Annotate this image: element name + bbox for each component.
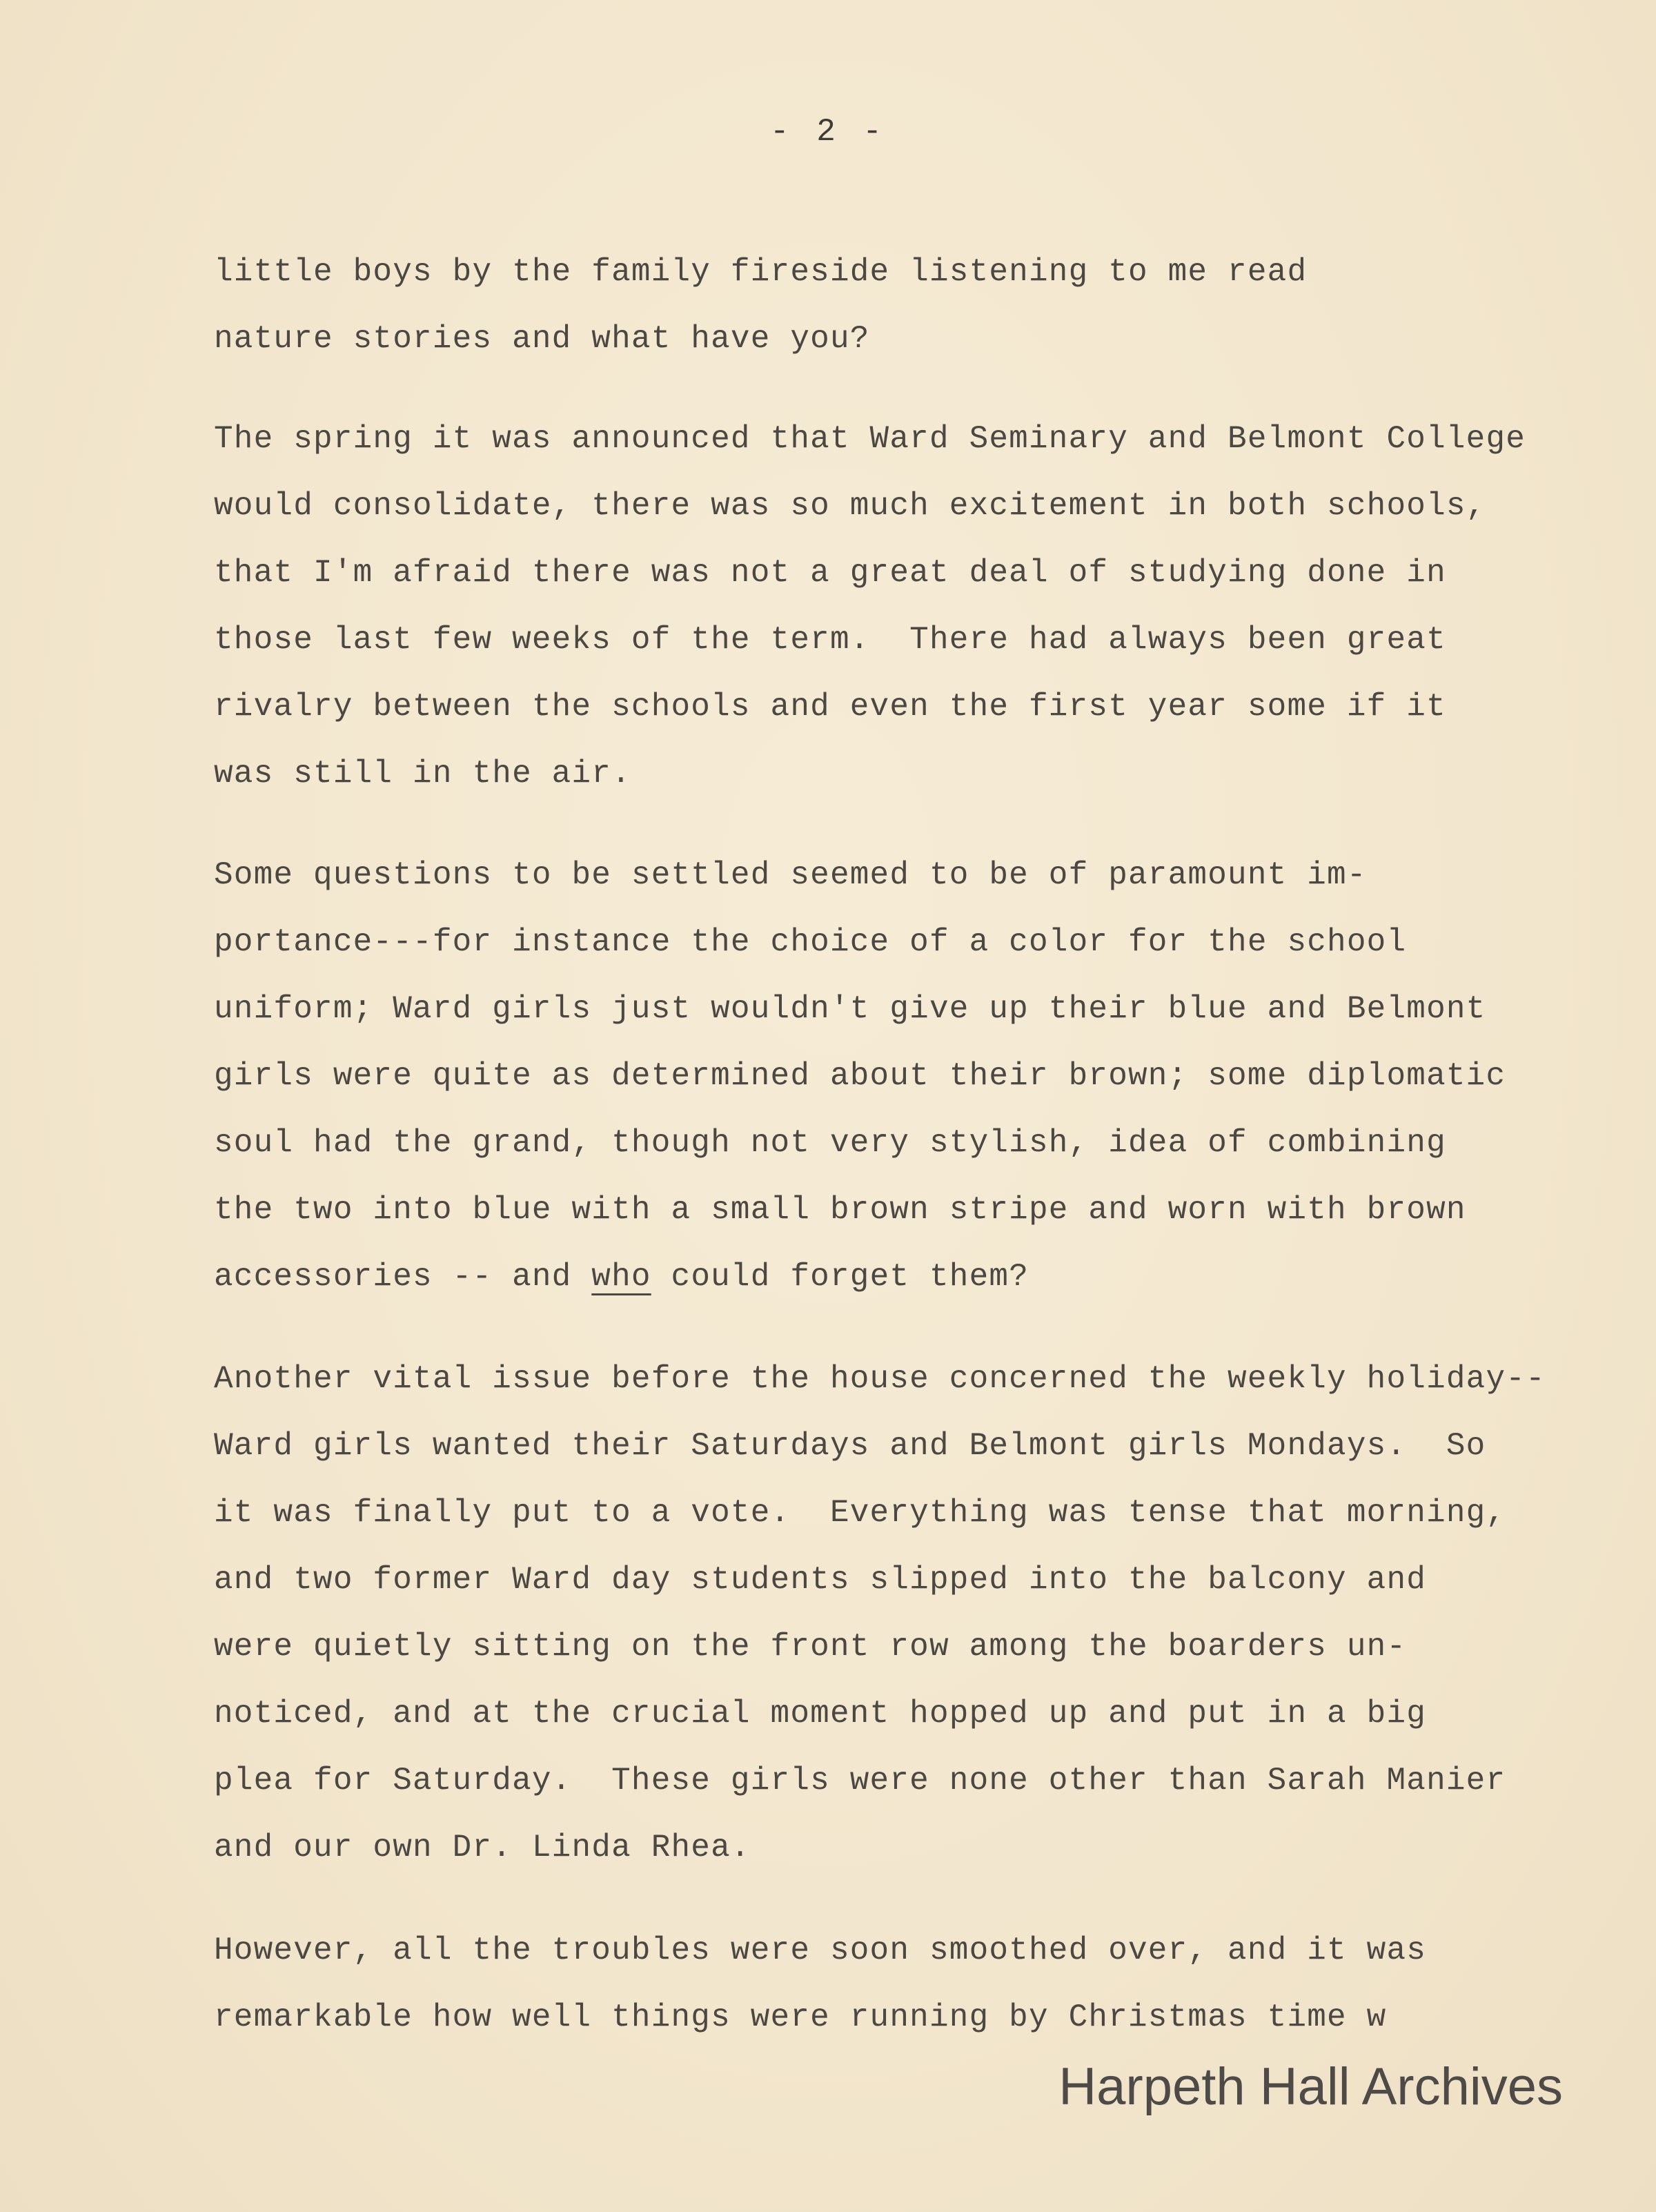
text-line: Ward girls wanted their Saturdays and Belmont girls Mondays. So: [214, 1428, 1486, 1464]
paragraph-1: [214, 239, 1566, 373]
text-line: those last few weeks of the term. There had always been great: [214, 622, 1446, 658]
text-line: and our own Dr. Linda Rhea.: [214, 1830, 751, 1866]
text-line: would consolidate, there was so much excitement in both schools,: [214, 488, 1486, 524]
paragraph-3: [214, 842, 1566, 1311]
text-line: portance---for instance the choice of a color for the school: [214, 924, 1407, 960]
text-line: uniform; Ward girls just wouldn't give up their blue and Belmont: [214, 991, 1486, 1027]
text-line: girls were quite as determined about their brown; some diplomatic: [214, 1058, 1506, 1094]
paragraph-4: [214, 1346, 1566, 1881]
text-line: The spring it was announced that Ward Seminary and Belmont College: [214, 421, 1526, 457]
text-line: nature stories and what have you?: [214, 321, 870, 357]
text-line: Another vital issue before the house concerned the weekly holiday--: [214, 1361, 1546, 1397]
text-line: Some questions to be settled seemed to be of paramount im-: [214, 857, 1367, 893]
text-line: it was finally put to a vote. Everything was tense that morning,: [214, 1495, 1506, 1531]
text-line: remarkable how well things were running by Christmas time w: [214, 1999, 1387, 2035]
text-line: plea for Saturday. These girls were none other than Sarah Manier: [214, 1763, 1506, 1799]
text-line: was still in the air.: [214, 756, 631, 792]
text-segment: could forget them?: [651, 1259, 1029, 1295]
text-line: that I'm afraid there was not a great deal of studying done in: [214, 555, 1446, 591]
text-line: [214, 1244, 1566, 1311]
text-line: soul had the grand, though not very stylish, idea of combining: [214, 1125, 1446, 1161]
text-line: rivalry between the schools and even the first year some if it: [214, 689, 1446, 725]
archive-watermark: Harpeth Hall Archives: [1058, 2057, 1563, 2116]
text-segment: accessories -- and: [214, 1259, 592, 1295]
text-line: were quietly sitting on the front row among the boarders un-: [214, 1629, 1407, 1665]
page-number: - 2 -: [769, 114, 887, 150]
text-line: and two former Ward day students slipped into the balcony and: [214, 1562, 1427, 1598]
text-line: little boys by the family fireside listening to me read: [214, 254, 1308, 290]
text-line: noticed, and at the crucial moment hopped up and put in a big: [214, 1696, 1427, 1732]
paragraph-5: [214, 1917, 1566, 2051]
paragraph-2: [214, 406, 1566, 808]
underlined-word: who: [591, 1259, 651, 1295]
text-line: However, all the troubles were soon smoothed over, and it was: [214, 1932, 1427, 1968]
text-line: the two into blue with a small brown stripe and worn with brown: [214, 1192, 1466, 1228]
